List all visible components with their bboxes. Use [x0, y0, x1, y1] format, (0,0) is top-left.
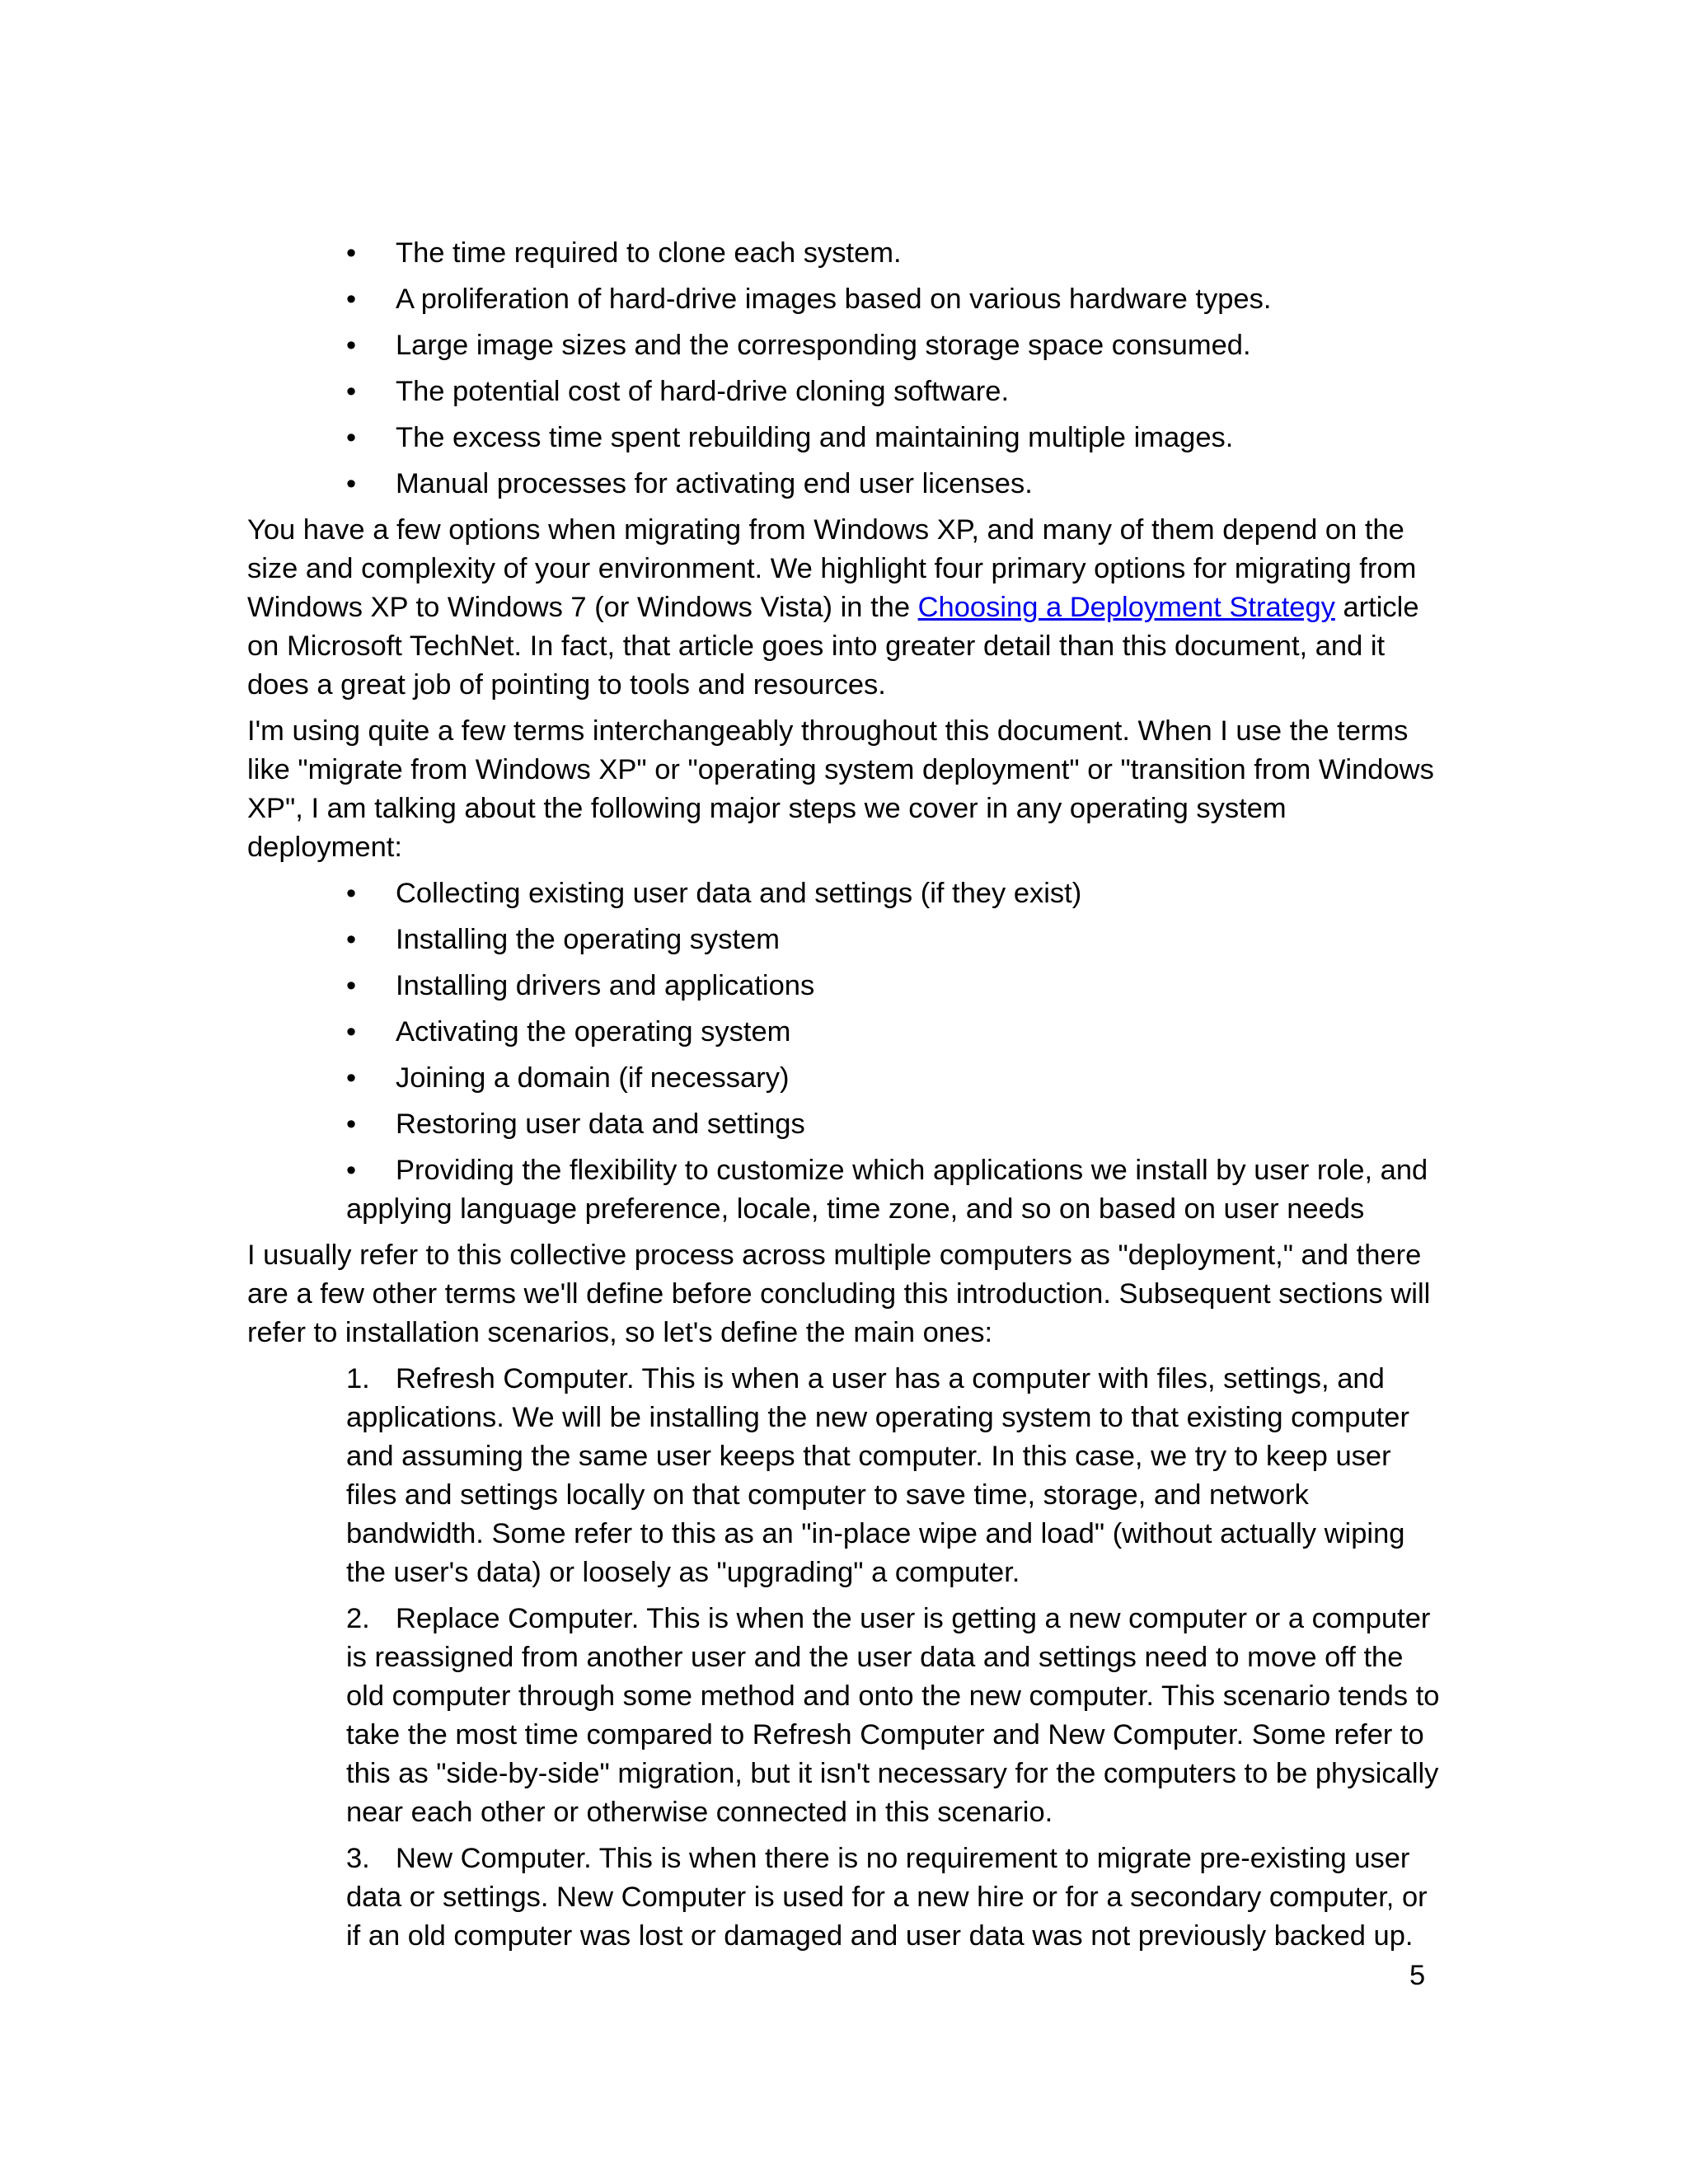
choosing-deployment-strategy-link[interactable]: Choosing a Deployment Strategy [917, 592, 1335, 623]
bullet-icon: • [346, 878, 357, 909]
list-item: • Joining a domain (if necessary) [247, 1059, 1442, 1098]
bullet-icon: • [346, 924, 357, 955]
bullet-icon: • [346, 330, 357, 361]
paragraph-deployment-definition: I usually refer to this collective process across multiple computers as "deployment," and there are a few other terms we'll define before concluding this introduction. Subsequent sections will refer to installation scenarios, so let's define the main ones: [247, 1240, 1431, 1348]
list-item: • A proliferation of hard-drive images based on various hardware types. [247, 280, 1442, 319]
list-number: 1. [346, 1363, 370, 1394]
bullet-icon: • [346, 376, 357, 407]
bullet-icon: • [346, 1016, 357, 1047]
bullet-icon: • [346, 1108, 357, 1140]
paragraph-migration-options: You have a few options when migrating from Windows XP, and many of them depend on the size and complexity of your environment. We highlight four primary options for migrating from Windows XP to Windows 7 (or Windows Vista) in the Choosing a Deployment Strategy article on Microsoft TechNet. In fact, that article goes into greater detail than this document, and it does a great job of pointing to tools and resources. [247, 514, 1419, 701]
bullet-list-drawbacks [247, 234, 1442, 504]
list-item: • The time required to clone each system. [247, 234, 1442, 273]
page-number: 5 [1409, 1960, 1426, 1991]
list-item: • Installing the operating system [247, 921, 1442, 959]
bullet-icon: • [346, 422, 357, 453]
numbered-list-scenarios [247, 1360, 1442, 1956]
list-item: • Installing drivers and applications [247, 967, 1442, 1005]
list-number: 3. [346, 1843, 370, 1874]
bullet-list-deployment-steps [247, 874, 1442, 1229]
list-item: 3. New Computer. This is when there is no requirement to migrate pre-existing user data or settings. New Computer is used for a new hire or for a secondary computer, or if an old computer was lost or damaged and user data was not previously backed up. [346, 1840, 1442, 1956]
list-item: • Large image sizes and the corresponding storage space consumed. [247, 326, 1442, 365]
list-item: 2. Replace Computer. This is when the user is getting a new computer or a computer is reassigned from another user and the user data and settings need to move off the old computer through some method and onto the new computer. This scenario tends to take the most time compared to Refresh Computer and New Computer. Some refer to this as "side-by-side" migration, but it isn't necessary for the computers to be physically near each other or otherwise connected in this scenario. [346, 1600, 1442, 1832]
list-item: • Activating the operating system [247, 1013, 1442, 1052]
list-item: 1. Refresh Computer. This is when a user has a computer with files, settings, and applications. We will be installing the new operating system to that existing computer and assuming the same user keeps that computer. In this case, we try to keep user files and settings locally on that computer to save time, storage, and network bandwidth. Some refer to this as an "in-place wipe and load" (without actually wiping the user's data) or loosely as "upgrading" a computer. [346, 1360, 1442, 1592]
list-item: • Manual processes for activating end user licenses. [247, 465, 1442, 504]
bullet-icon: • [346, 284, 357, 315]
list-number: 2. [346, 1603, 370, 1634]
bullet-icon: • [346, 1062, 357, 1094]
page-content [247, 234, 1442, 1963]
list-item: • Restoring user data and settings [247, 1105, 1442, 1144]
paragraph-terms: I'm using quite a few terms interchangeably throughout this document. When I use the terms like "migrate from Windows XP" or "operating system deployment" or "transition from Windows XP", I am talking about the following major steps we cover in any operating system deployment: [247, 715, 1434, 863]
bullet-icon: • [346, 468, 357, 499]
list-item: • The excess time spent rebuilding and maintaining multiple images. [247, 419, 1442, 457]
list-item: • Collecting existing user data and settings (if they exist) [247, 874, 1442, 913]
list-item: • Providing the flexibility to customize which applications we install by user role, and applying language preference, locale, time zone, and so on based on user needs [247, 1151, 1442, 1229]
bullet-icon: • [346, 970, 357, 1001]
bullet-icon: • [346, 237, 357, 269]
bullet-icon: • [346, 1155, 357, 1186]
list-item: • The potential cost of hard-drive cloning software. [247, 373, 1442, 411]
